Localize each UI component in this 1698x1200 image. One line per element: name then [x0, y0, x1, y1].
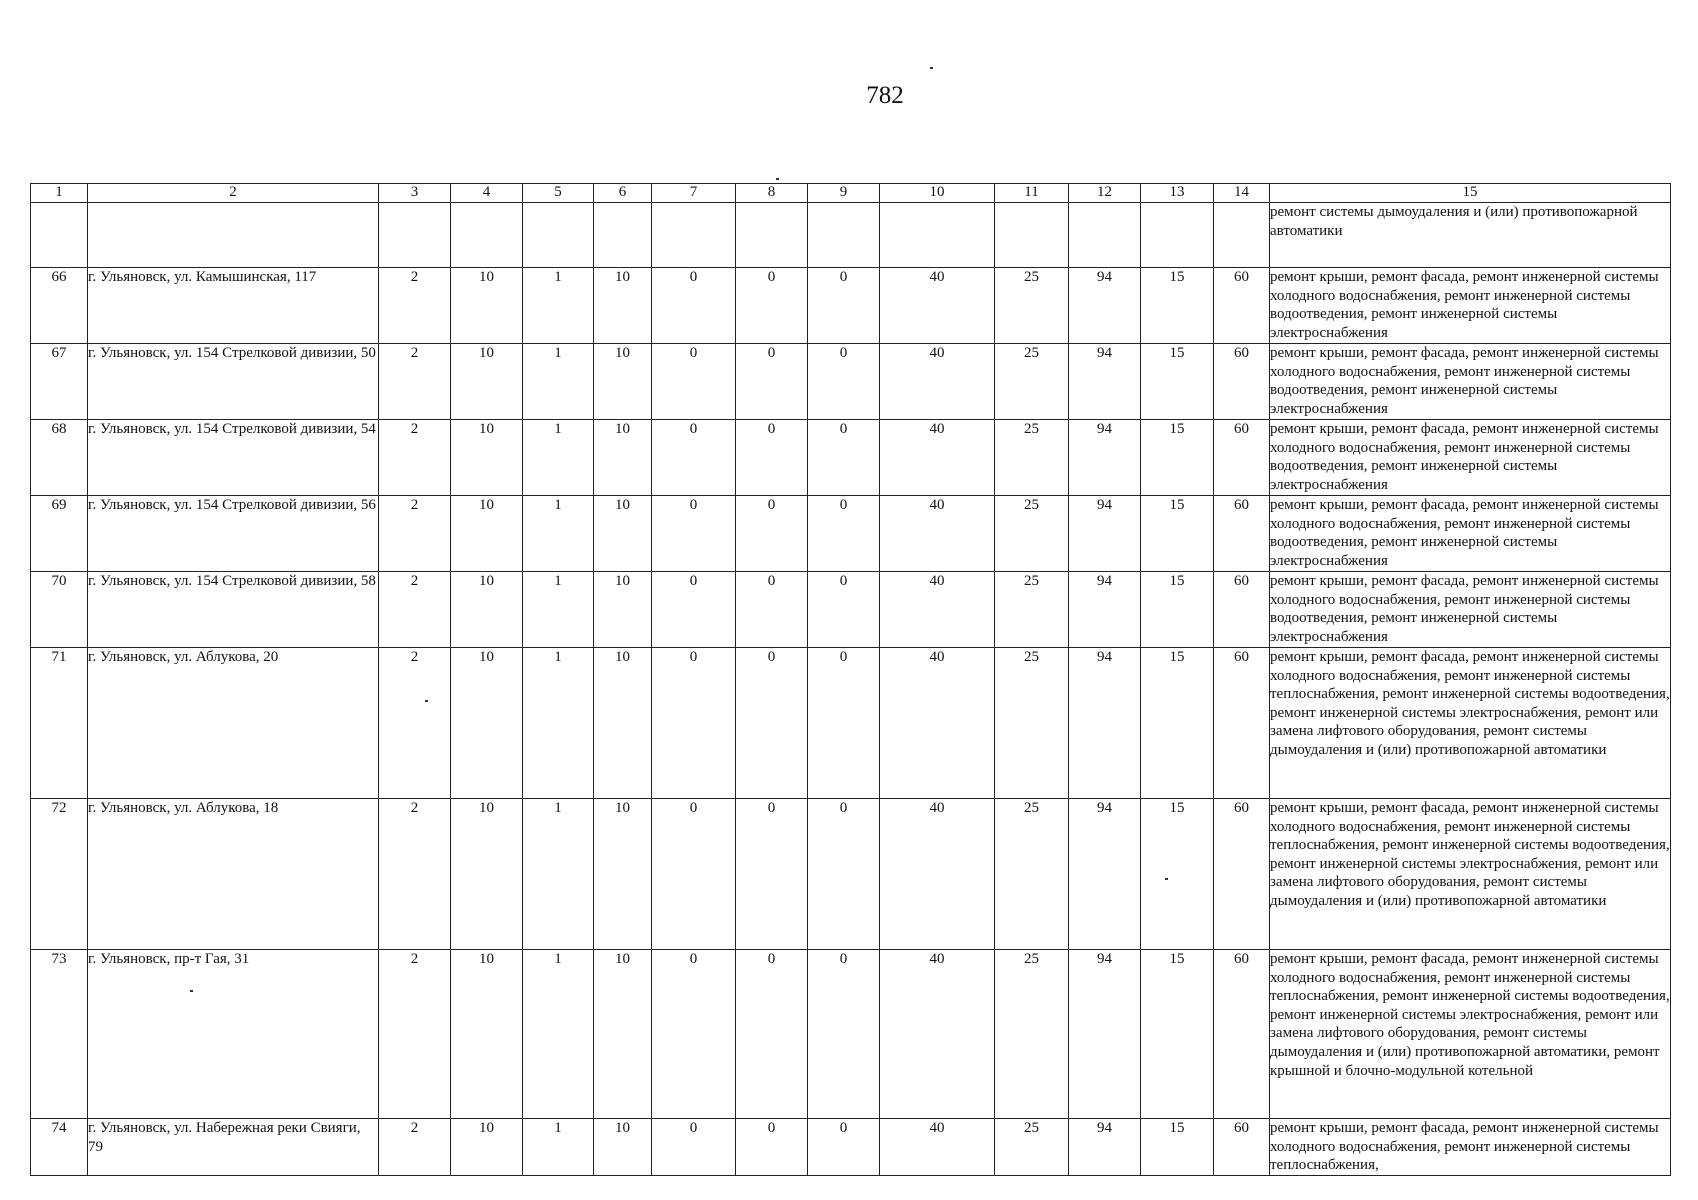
- works-cell: ремонт крыши, ремонт фасада, ремонт инженерной системы холодного водоснабжения, ремонт инженерной системы теплоснабжения, ремонт инженерной системы водоотведения, ремонт инженерной системы электроснабжения, ремонт или замена лифтового оборудования, ремонт системы дымоудаления и (или) противопожарной автоматики, ремонт крышной и блочно-модульной котельной: [1270, 950, 1671, 1119]
- value-cell: 94: [1069, 496, 1141, 572]
- table-row: [31, 420, 1671, 496]
- value-cell: 15: [1141, 420, 1214, 496]
- value-cell: 15: [1141, 1119, 1214, 1176]
- value-cell: 10: [451, 1119, 523, 1176]
- row-number-cell: 69: [31, 496, 88, 572]
- works-cell: ремонт крыши, ремонт фасада, ремонт инженерной системы холодного водоснабжения, ремонт инженерной системы водоотведения, ремонт инженерной системы электроснабжения: [1270, 572, 1671, 648]
- value-cell: 0: [652, 1119, 736, 1176]
- value-cell: 0: [652, 950, 736, 1119]
- column-number: 10: [880, 184, 995, 203]
- value-cell: 10: [451, 950, 523, 1119]
- value-cell: 0: [652, 799, 736, 950]
- value-cell: 40: [880, 496, 995, 572]
- value-cell: 0: [736, 268, 808, 344]
- row-number-cell: 72: [31, 799, 88, 950]
- address-cell: г. Ульяновск, ул. Камышинская, 117: [88, 268, 379, 344]
- table-cell: [1069, 203, 1141, 268]
- column-number: 6: [594, 184, 652, 203]
- value-cell: 2: [379, 420, 451, 496]
- value-cell: 94: [1069, 344, 1141, 420]
- value-cell: 94: [1069, 1119, 1141, 1176]
- address-cell: г. Ульяновск, ул. 154 Стрелковой дивизии, 58: [88, 572, 379, 648]
- value-cell: 25: [995, 344, 1069, 420]
- value-cell: 10: [451, 344, 523, 420]
- value-cell: 0: [736, 648, 808, 799]
- value-cell: 1: [523, 496, 594, 572]
- value-cell: 40: [880, 648, 995, 799]
- value-cell: 0: [652, 496, 736, 572]
- housing-registry-table: [30, 183, 1671, 1176]
- continuation-row: [31, 203, 1671, 268]
- value-cell: 25: [995, 268, 1069, 344]
- works-cell: ремонт крыши, ремонт фасада, ремонт инженерной системы холодного водоснабжения, ремонт инженерной системы теплоснабжения, ремонт инженерной системы водоотведения, ремонт инженерной системы электроснабжения, ремонт или замена лифтового оборудования, ремонт системы дымоудаления и (или) противопожарной автоматики: [1270, 799, 1671, 950]
- column-number-row: [31, 184, 1671, 203]
- value-cell: 0: [652, 420, 736, 496]
- table-row: [31, 268, 1671, 344]
- works-cell: ремонт крыши, ремонт фасада, ремонт инженерной системы холодного водоснабжения, ремонт инженерной системы водоотведения, ремонт инженерной системы электроснабжения: [1270, 268, 1671, 344]
- table-cell: [594, 203, 652, 268]
- value-cell: 40: [880, 799, 995, 950]
- table-cell: [88, 203, 379, 268]
- table-cell: [31, 203, 88, 268]
- value-cell: 0: [808, 799, 880, 950]
- table-cell: [736, 203, 808, 268]
- value-cell: 60: [1214, 1119, 1270, 1176]
- table-row: [31, 496, 1671, 572]
- value-cell: 1: [523, 344, 594, 420]
- value-cell: 1: [523, 950, 594, 1119]
- value-cell: 10: [594, 496, 652, 572]
- value-cell: 0: [736, 496, 808, 572]
- address-cell: г. Ульяновск, ул. Набережная реки Свияги, 79: [88, 1119, 379, 1176]
- value-cell: 60: [1214, 572, 1270, 648]
- value-cell: 0: [736, 950, 808, 1119]
- column-number: 5: [523, 184, 594, 203]
- column-number: 14: [1214, 184, 1270, 203]
- value-cell: 10: [451, 648, 523, 799]
- column-number: 8: [736, 184, 808, 203]
- value-cell: 1: [523, 1119, 594, 1176]
- value-cell: 10: [594, 420, 652, 496]
- value-cell: 0: [808, 572, 880, 648]
- column-number: 11: [995, 184, 1069, 203]
- address-cell: г. Ульяновск, ул. Аблукова, 20: [88, 648, 379, 799]
- value-cell: 10: [594, 268, 652, 344]
- value-cell: 25: [995, 496, 1069, 572]
- value-cell: 94: [1069, 420, 1141, 496]
- value-cell: 0: [652, 344, 736, 420]
- value-cell: 2: [379, 572, 451, 648]
- table-cell: [995, 203, 1069, 268]
- table-row: [31, 799, 1671, 950]
- value-cell: 0: [736, 344, 808, 420]
- value-cell: 40: [880, 950, 995, 1119]
- page-number: 782: [866, 82, 904, 109]
- value-cell: 60: [1214, 648, 1270, 799]
- value-cell: 0: [808, 648, 880, 799]
- value-cell: 94: [1069, 950, 1141, 1119]
- column-number: 1: [31, 184, 88, 203]
- value-cell: 25: [995, 572, 1069, 648]
- value-cell: 1: [523, 420, 594, 496]
- value-cell: 15: [1141, 344, 1214, 420]
- value-cell: 10: [451, 268, 523, 344]
- value-cell: 40: [880, 420, 995, 496]
- value-cell: 60: [1214, 799, 1270, 950]
- address-cell: г. Ульяновск, ул. 154 Стрелковой дивизии, 54: [88, 420, 379, 496]
- scan-speck: [930, 67, 933, 69]
- value-cell: 10: [594, 572, 652, 648]
- works-cell: ремонт крыши, ремонт фасада, ремонт инженерной системы холодного водоснабжения, ремонт инженерной системы водоотведения, ремонт инженерной системы электроснабжения: [1270, 496, 1671, 572]
- value-cell: 25: [995, 799, 1069, 950]
- value-cell: 15: [1141, 648, 1214, 799]
- value-cell: 15: [1141, 950, 1214, 1119]
- table-row: [31, 950, 1671, 1119]
- value-cell: 1: [523, 648, 594, 799]
- value-cell: 0: [652, 572, 736, 648]
- value-cell: 0: [808, 344, 880, 420]
- works-cell: ремонт крыши, ремонт фасада, ремонт инженерной системы холодного водоснабжения, ремонт инженерной системы водоотведения, ремонт инженерной системы электроснабжения: [1270, 420, 1671, 496]
- value-cell: 0: [736, 799, 808, 950]
- table-cell: [1214, 203, 1270, 268]
- value-cell: 2: [379, 950, 451, 1119]
- value-cell: 94: [1069, 572, 1141, 648]
- row-number-cell: 66: [31, 268, 88, 344]
- column-number: 9: [808, 184, 880, 203]
- value-cell: 0: [808, 420, 880, 496]
- value-cell: 10: [594, 950, 652, 1119]
- value-cell: 60: [1214, 950, 1270, 1119]
- table-cell: [1141, 203, 1214, 268]
- value-cell: 10: [451, 420, 523, 496]
- value-cell: 1: [523, 572, 594, 648]
- value-cell: 0: [652, 268, 736, 344]
- works-cell: ремонт крыши, ремонт фасада, ремонт инженерной системы холодного водоснабжения, ремонт инженерной системы теплоснабжения, ремонт инженерной системы водоотведения, ремонт инженерной системы электроснабжения, ремонт или замена лифтового оборудования, ремонт системы дымоудаления и (или) противопожарной автоматики: [1270, 648, 1671, 799]
- column-number: 7: [652, 184, 736, 203]
- value-cell: 2: [379, 1119, 451, 1176]
- value-cell: 40: [880, 572, 995, 648]
- row-number-cell: 67: [31, 344, 88, 420]
- value-cell: 1: [523, 268, 594, 344]
- table-cell: [880, 203, 995, 268]
- value-cell: 40: [880, 344, 995, 420]
- value-cell: 60: [1214, 496, 1270, 572]
- value-cell: 25: [995, 950, 1069, 1119]
- value-cell: 10: [451, 496, 523, 572]
- value-cell: 60: [1214, 344, 1270, 420]
- address-cell: г. Ульяновск, ул. 154 Стрелковой дивизии, 56: [88, 496, 379, 572]
- column-number: 3: [379, 184, 451, 203]
- address-cell: г. Ульяновск, ул. 154 Стрелковой дивизии, 50: [88, 344, 379, 420]
- value-cell: 10: [594, 648, 652, 799]
- value-cell: 25: [995, 1119, 1069, 1176]
- value-cell: 60: [1214, 268, 1270, 344]
- works-cell: ремонт системы дымоудаления и (или) противопожарной автоматики: [1270, 203, 1671, 268]
- row-number-cell: 71: [31, 648, 88, 799]
- value-cell: 2: [379, 344, 451, 420]
- row-number-cell: 73: [31, 950, 88, 1119]
- value-cell: 0: [736, 1119, 808, 1176]
- row-number-cell: 68: [31, 420, 88, 496]
- value-cell: 10: [594, 1119, 652, 1176]
- value-cell: 0: [808, 268, 880, 344]
- address-cell: г. Ульяновск, ул. Аблукова, 18: [88, 799, 379, 950]
- row-number-cell: 70: [31, 572, 88, 648]
- value-cell: 10: [594, 344, 652, 420]
- value-cell: 0: [736, 572, 808, 648]
- value-cell: 10: [594, 799, 652, 950]
- column-number: 12: [1069, 184, 1141, 203]
- value-cell: 0: [808, 1119, 880, 1176]
- value-cell: 2: [379, 648, 451, 799]
- works-cell: ремонт крыши, ремонт фасада, ремонт инженерной системы холодного водоснабжения, ремонт инженерной системы водоотведения, ремонт инженерной системы электроснабжения: [1270, 344, 1671, 420]
- value-cell: 25: [995, 420, 1069, 496]
- value-cell: 94: [1069, 268, 1141, 344]
- table-cell: [451, 203, 523, 268]
- column-number: 15: [1270, 184, 1671, 203]
- value-cell: 15: [1141, 572, 1214, 648]
- table-row: [31, 344, 1671, 420]
- table-row: [31, 648, 1671, 799]
- value-cell: 2: [379, 268, 451, 344]
- value-cell: 0: [736, 420, 808, 496]
- table-cell: [808, 203, 880, 268]
- value-cell: 2: [379, 496, 451, 572]
- value-cell: 10: [451, 799, 523, 950]
- scan-speck: [776, 178, 779, 180]
- column-number: 2: [88, 184, 379, 203]
- value-cell: 94: [1069, 648, 1141, 799]
- value-cell: 15: [1141, 268, 1214, 344]
- value-cell: 40: [880, 268, 995, 344]
- value-cell: 25: [995, 648, 1069, 799]
- works-cell: ремонт крыши, ремонт фасада, ремонт инженерной системы холодного водоснабжения, ремонт инженерной системы теплоснабжения,: [1270, 1119, 1671, 1176]
- table-cell: [379, 203, 451, 268]
- row-number-cell: 74: [31, 1119, 88, 1176]
- table-row: [31, 1119, 1671, 1176]
- table-cell: [523, 203, 594, 268]
- column-number: 13: [1141, 184, 1214, 203]
- table-cell: [652, 203, 736, 268]
- table-row: [31, 572, 1671, 648]
- column-number: 4: [451, 184, 523, 203]
- value-cell: 10: [451, 572, 523, 648]
- value-cell: 0: [808, 496, 880, 572]
- value-cell: 2: [379, 799, 451, 950]
- value-cell: 1: [523, 799, 594, 950]
- value-cell: 15: [1141, 496, 1214, 572]
- value-cell: 94: [1069, 799, 1141, 950]
- value-cell: 0: [652, 648, 736, 799]
- value-cell: 60: [1214, 420, 1270, 496]
- value-cell: 15: [1141, 799, 1214, 950]
- address-cell: г. Ульяновск, пр-т Гая, 31: [88, 950, 379, 1119]
- value-cell: 40: [880, 1119, 995, 1176]
- value-cell: 0: [808, 950, 880, 1119]
